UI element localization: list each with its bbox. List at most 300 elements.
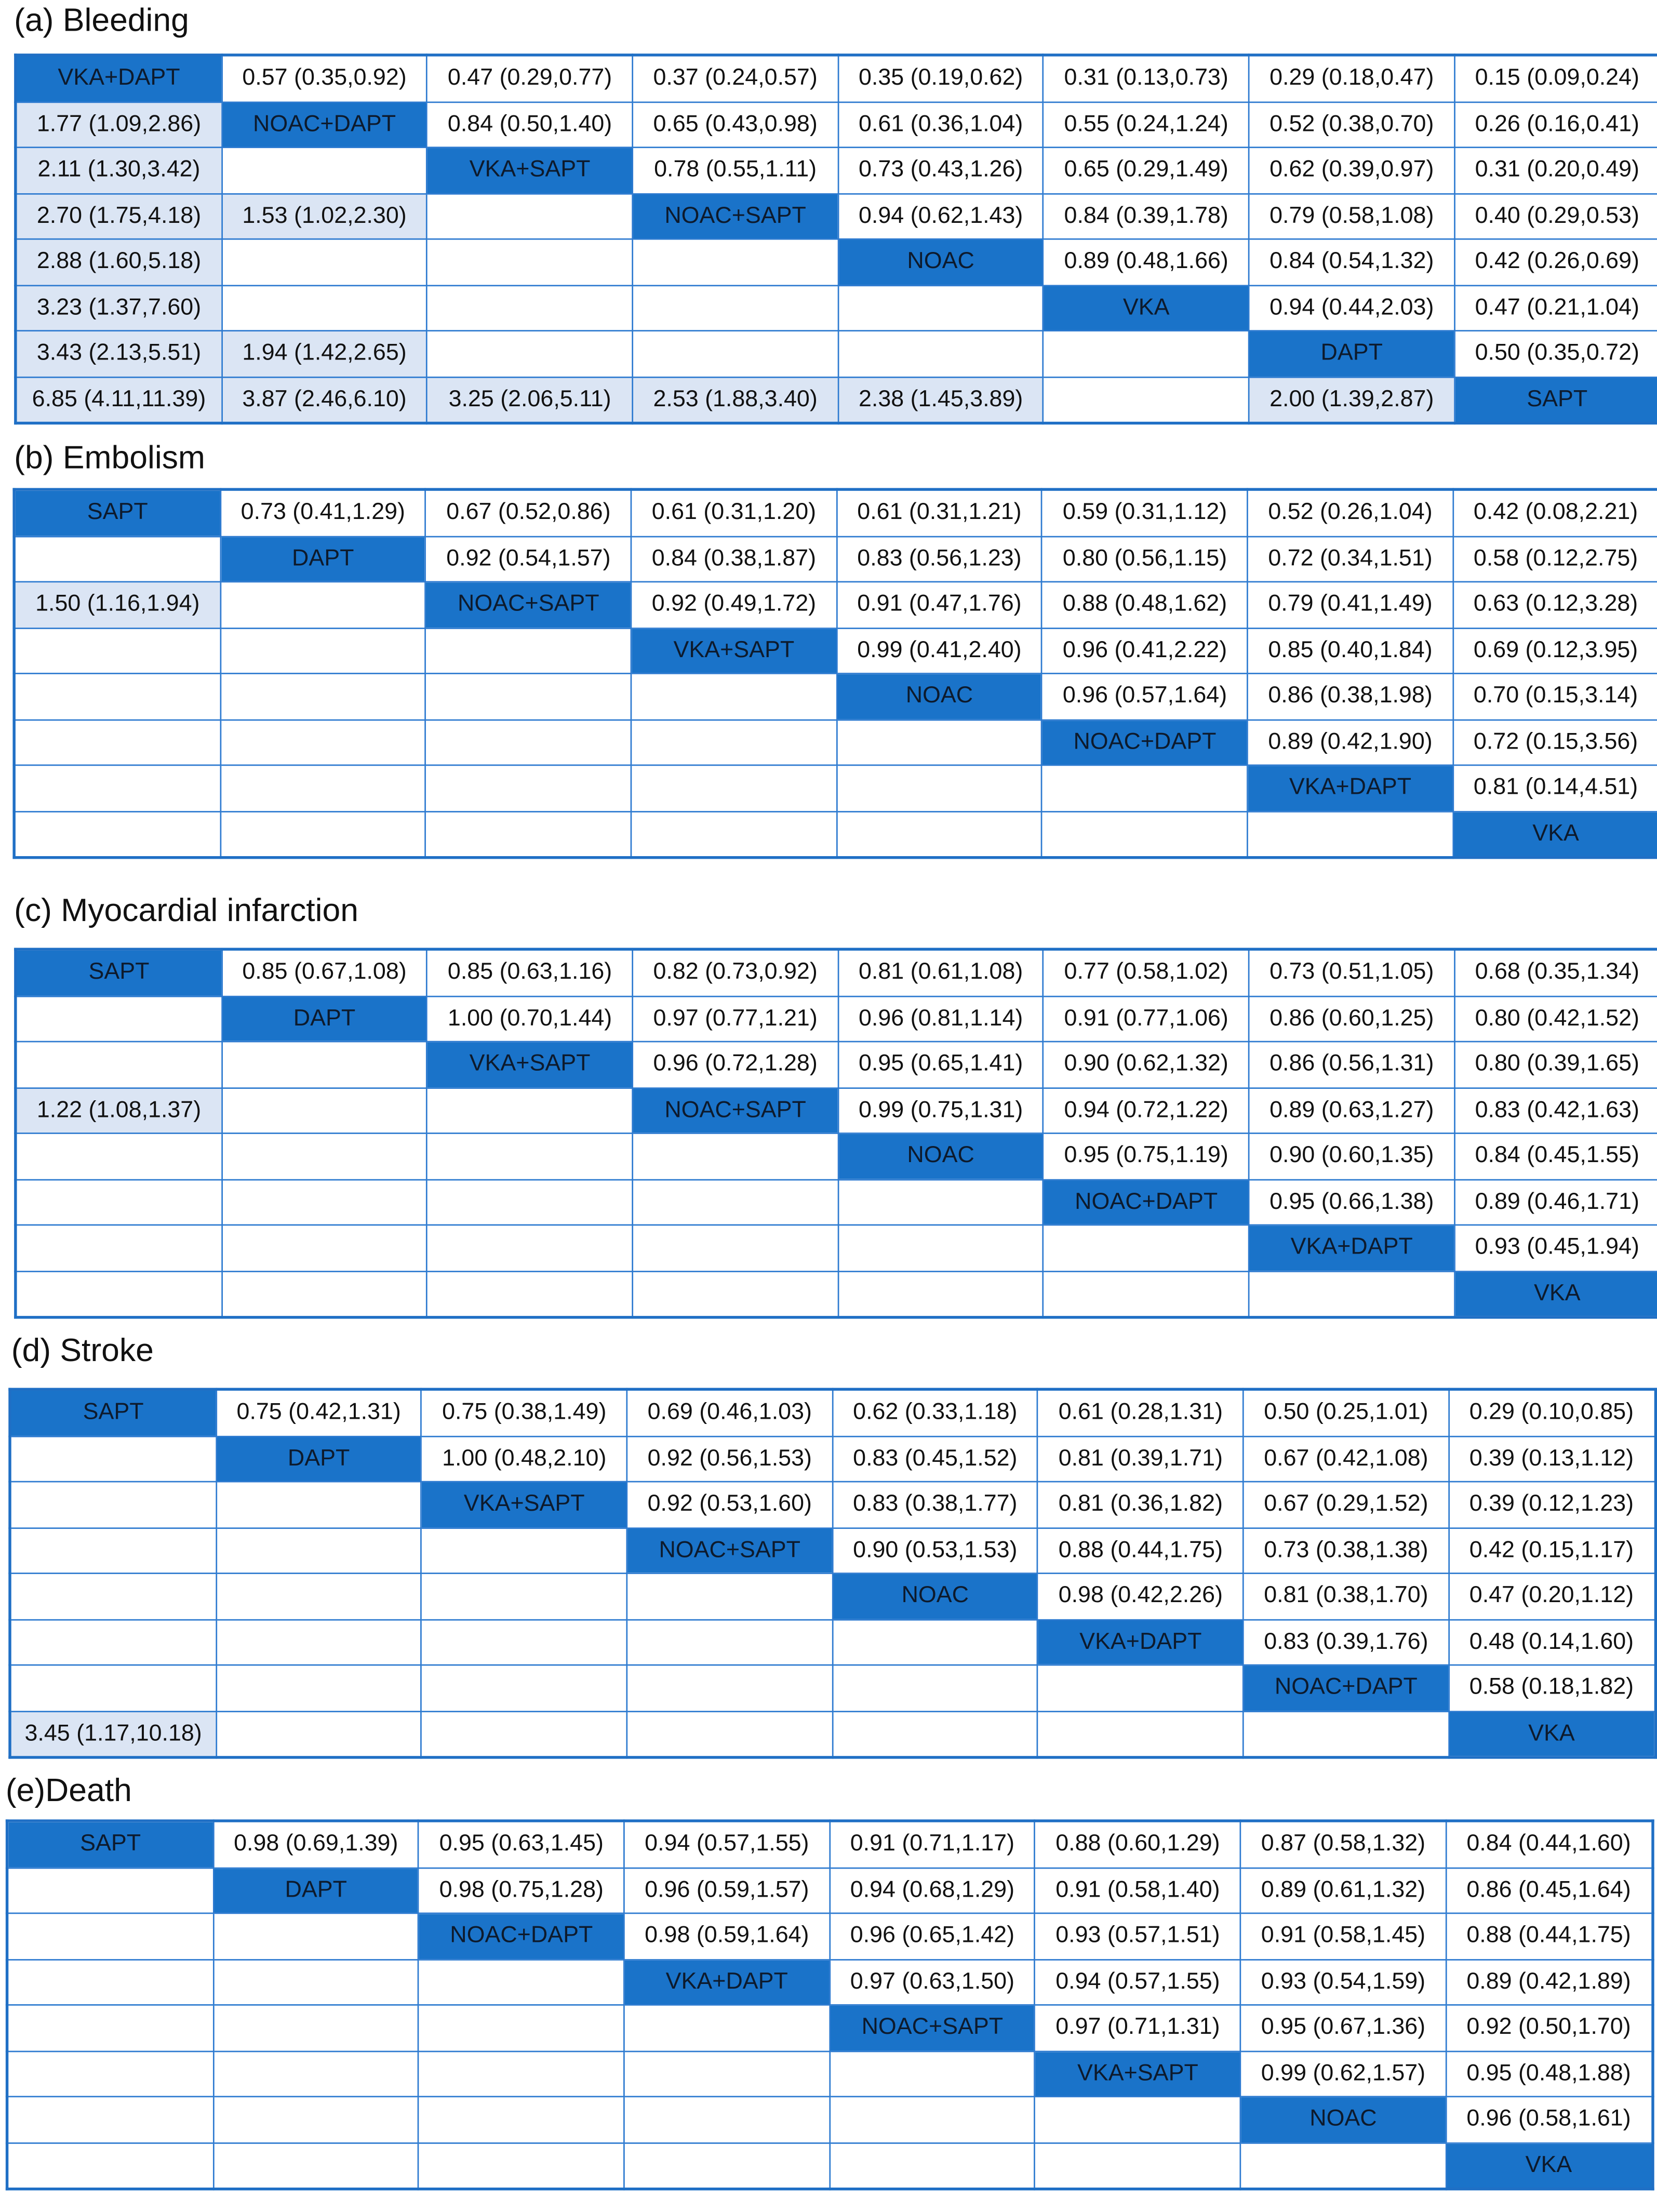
treatment-label: SAPT (16, 949, 222, 996)
effect-estimate-cell: 0.75 (0.38,1.49) (421, 1389, 627, 1436)
empty-cell (427, 1087, 633, 1133)
empty-cell (1042, 811, 1248, 858)
empty-cell (222, 1179, 427, 1225)
effect-estimate-cell: 0.85 (0.63,1.16) (427, 949, 633, 996)
empty-cell (10, 1436, 216, 1482)
effect-estimate-cell: 0.94 (0.72,1.22) (1044, 1087, 1249, 1133)
panel-title: (c) Myocardial infarction (14, 891, 358, 928)
effect-estimate-cell: 0.97 (0.63,1.50) (830, 1959, 1035, 2005)
empty-cell (16, 1042, 222, 1087)
effect-estimate-cell: 0.86 (0.60,1.25) (1249, 996, 1454, 1042)
empty-cell (222, 1271, 427, 1317)
table-row (7, 2142, 1652, 2189)
empty-cell (213, 2051, 419, 2097)
table-row (14, 536, 1657, 582)
effect-estimate-cell: 0.73 (0.38,1.38) (1244, 1527, 1449, 1573)
table-row (7, 2005, 1652, 2050)
effect-estimate-cell: 0.48 (0.14,1.60) (1449, 1619, 1655, 1665)
empty-cell (222, 1087, 427, 1133)
treatment-label: VKA+SAPT (631, 628, 837, 673)
empty-cell (633, 331, 838, 377)
empty-cell (222, 1134, 427, 1179)
effect-estimate-cell: 0.94 (0.57,1.55) (1035, 1959, 1241, 2005)
effect-estimate-cell: 0.42 (0.08,2.21) (1453, 489, 1657, 536)
effect-estimate-cell: 0.63 (0.12,3.28) (1453, 582, 1657, 628)
effect-estimate-cell: 0.81 (0.39,1.71) (1038, 1436, 1244, 1482)
treatment-label: SAPT (7, 1821, 213, 1868)
effect-estimate-cell: 0.92 (0.50,1.70) (1446, 2005, 1652, 2050)
effect-estimate-cell: 0.72 (0.34,1.51) (1248, 536, 1453, 582)
empty-cell (222, 148, 427, 193)
treatment-label: SAPT (14, 489, 220, 536)
effect-estimate-cell: 3.45 (1.17,10.18) (10, 1711, 216, 1757)
table-row (16, 1042, 1657, 1087)
empty-cell (1044, 1271, 1249, 1317)
effect-estimate-cell: 0.84 (0.50,1.40) (427, 101, 633, 147)
empty-cell (216, 1527, 422, 1573)
effect-estimate-cell: 0.82 (0.73,0.92) (633, 949, 838, 996)
effect-estimate-cell: 0.96 (0.41,2.22) (1042, 628, 1248, 673)
empty-cell (624, 2097, 830, 2142)
empty-cell (419, 2051, 624, 2097)
empty-cell (631, 673, 837, 719)
effect-estimate-cell: 0.99 (0.75,1.31) (838, 1087, 1044, 1133)
empty-cell (833, 1619, 1038, 1665)
treatment-label: NOAC+DAPT (222, 101, 427, 147)
empty-cell (1035, 2142, 1241, 2189)
empty-cell (419, 1959, 624, 2005)
effect-estimate-cell: 0.96 (0.59,1.57) (624, 1868, 830, 1913)
empty-cell (627, 1574, 833, 1619)
effect-estimate-cell: 0.15 (0.09,0.24) (1454, 55, 1657, 102)
treatment-label: NOAC (838, 239, 1044, 285)
empty-cell (427, 1134, 633, 1179)
empty-cell (7, 2142, 213, 2189)
treatment-label: VKA+DAPT (16, 55, 222, 102)
effect-estimate-cell: 0.39 (0.12,1.23) (1449, 1482, 1655, 1527)
empty-cell (220, 719, 426, 765)
effect-estimate-cell: 0.93 (0.57,1.51) (1035, 1913, 1241, 1959)
effect-estimate-cell: 0.58 (0.12,2.75) (1453, 536, 1657, 582)
effect-estimate-cell: 0.47 (0.21,1.04) (1454, 285, 1657, 330)
empty-cell (216, 1574, 422, 1619)
effect-estimate-cell: 0.90 (0.62,1.32) (1044, 1042, 1249, 1087)
treatment-label: VKA+SAPT (1035, 2051, 1241, 2097)
effect-estimate-cell: 3.43 (2.13,5.51) (16, 331, 222, 377)
effect-estimate-cell: 3.23 (1.37,7.60) (16, 285, 222, 330)
effect-estimate-cell: 0.98 (0.69,1.39) (213, 1821, 419, 1868)
effect-estimate-cell: 0.69 (0.12,3.95) (1453, 628, 1657, 673)
effect-estimate-cell: 0.29 (0.18,0.47) (1249, 55, 1454, 102)
empty-cell (7, 2097, 213, 2142)
treatment-label: DAPT (1249, 331, 1454, 377)
effect-estimate-cell: 0.80 (0.39,1.65) (1454, 1042, 1657, 1087)
effect-estimate-cell: 1.77 (1.09,2.86) (16, 101, 222, 147)
treatment-label: NOAC+DAPT (1044, 1179, 1249, 1225)
empty-cell (419, 2097, 624, 2142)
treatment-label: NOAC (837, 673, 1043, 719)
effect-estimate-cell: 0.69 (0.46,1.03) (627, 1389, 833, 1436)
empty-cell (838, 1271, 1044, 1317)
table-row (10, 1574, 1655, 1619)
empty-cell (627, 1711, 833, 1757)
effect-estimate-cell: 0.96 (0.81,1.14) (838, 996, 1044, 1042)
effect-estimate-cell: 0.98 (0.75,1.28) (419, 1868, 624, 1913)
effect-estimate-cell: 0.92 (0.56,1.53) (627, 1436, 833, 1482)
effect-estimate-cell: 0.47 (0.29,0.77) (427, 55, 633, 102)
effect-estimate-cell: 0.88 (0.44,1.75) (1446, 1913, 1652, 1959)
treatment-label: NOAC+SAPT (830, 2005, 1035, 2050)
table-row (16, 101, 1657, 147)
treatment-label: NOAC+DAPT (1244, 1665, 1449, 1711)
empty-cell (426, 628, 632, 673)
table-row (7, 1868, 1652, 1913)
empty-cell (220, 765, 426, 811)
treatment-label: DAPT (216, 1436, 422, 1482)
effect-estimate-cell: 0.95 (0.63,1.45) (419, 1821, 624, 1868)
empty-cell (16, 1271, 222, 1317)
effect-estimate-cell: 0.37 (0.24,0.57) (633, 55, 838, 102)
effect-estimate-cell: 0.97 (0.77,1.21) (633, 996, 838, 1042)
empty-cell (427, 331, 633, 377)
effect-estimate-cell: 0.91 (0.58,1.40) (1035, 1868, 1241, 1913)
empty-cell (837, 765, 1043, 811)
table-row (14, 582, 1657, 628)
empty-cell (213, 1959, 419, 2005)
empty-cell (7, 2005, 213, 2050)
empty-cell (213, 2005, 419, 2050)
empty-cell (631, 811, 837, 858)
treatment-label: NOAC (1240, 2097, 1446, 2142)
empty-cell (10, 1665, 216, 1711)
empty-cell (624, 2051, 830, 2097)
empty-cell (633, 1271, 838, 1317)
effect-estimate-cell: 0.50 (0.35,0.72) (1454, 331, 1657, 377)
table-row (16, 239, 1657, 285)
effect-estimate-cell: 3.25 (2.06,5.11) (427, 377, 633, 423)
empty-cell (16, 1179, 222, 1225)
effect-estimate-cell: 0.89 (0.46,1.71) (1454, 1179, 1657, 1225)
table-row (16, 193, 1657, 239)
league-table (14, 54, 1657, 424)
effect-estimate-cell: 0.94 (0.44,2.03) (1249, 285, 1454, 330)
empty-cell (1038, 1665, 1244, 1711)
effect-estimate-cell: 0.96 (0.58,1.61) (1446, 2097, 1652, 2142)
empty-cell (837, 811, 1043, 858)
table-row (16, 285, 1657, 330)
effect-estimate-cell: 0.84 (0.45,1.55) (1454, 1134, 1657, 1179)
effect-estimate-cell: 0.95 (0.67,1.36) (1240, 2005, 1446, 2050)
table-row (16, 1225, 1657, 1271)
table-row (7, 2097, 1652, 2142)
effect-estimate-cell: 1.22 (1.08,1.37) (16, 1087, 222, 1133)
effect-estimate-cell: 0.55 (0.24,1.24) (1044, 101, 1249, 147)
treatment-label: DAPT (213, 1868, 419, 1913)
treatment-label: VKA (1044, 285, 1249, 330)
empty-cell (427, 193, 633, 239)
effect-estimate-cell: 0.79 (0.58,1.08) (1249, 193, 1454, 239)
treatment-label: SAPT (1454, 377, 1657, 423)
effect-estimate-cell: 0.89 (0.61,1.32) (1240, 1868, 1446, 1913)
table-row (7, 2051, 1652, 2097)
table-row (14, 628, 1657, 673)
treatment-label: VKA+SAPT (427, 1042, 633, 1087)
effect-estimate-cell: 0.93 (0.45,1.94) (1454, 1225, 1657, 1271)
treatment-label: VKA (1454, 1271, 1657, 1317)
table-row (10, 1665, 1655, 1711)
empty-cell (7, 1913, 213, 1959)
empty-cell (1042, 765, 1248, 811)
effect-estimate-cell: 0.67 (0.42,1.08) (1244, 1436, 1449, 1482)
empty-cell (838, 285, 1044, 330)
effect-estimate-cell: 0.83 (0.39,1.76) (1244, 1619, 1449, 1665)
empty-cell (426, 673, 632, 719)
empty-cell (633, 285, 838, 330)
empty-cell (14, 811, 220, 858)
effect-estimate-cell: 0.83 (0.42,1.63) (1454, 1087, 1657, 1133)
effect-estimate-cell: 0.68 (0.35,1.34) (1454, 949, 1657, 996)
table-row (14, 719, 1657, 765)
table-row (10, 1436, 1655, 1482)
effect-estimate-cell: 0.62 (0.33,1.18) (833, 1389, 1038, 1436)
effect-estimate-cell: 0.95 (0.65,1.41) (838, 1042, 1044, 1087)
table-row (16, 1134, 1657, 1179)
effect-estimate-cell: 0.90 (0.60,1.35) (1249, 1134, 1454, 1179)
effect-estimate-cell: 0.88 (0.44,1.75) (1038, 1527, 1244, 1573)
effect-estimate-cell: 2.11 (1.30,3.42) (16, 148, 222, 193)
effect-estimate-cell: 0.86 (0.38,1.98) (1248, 673, 1453, 719)
empty-cell (421, 1619, 627, 1665)
effect-estimate-cell: 0.89 (0.42,1.89) (1446, 1959, 1652, 2005)
effect-estimate-cell: 0.90 (0.53,1.53) (833, 1527, 1038, 1573)
empty-cell (222, 1042, 427, 1087)
empty-cell (213, 1913, 419, 1959)
effect-estimate-cell: 0.92 (0.54,1.57) (426, 536, 632, 582)
effect-estimate-cell: 0.61 (0.36,1.04) (838, 101, 1044, 147)
effect-estimate-cell: 0.97 (0.71,1.31) (1035, 2005, 1241, 2050)
empty-cell (633, 1179, 838, 1225)
empty-cell (426, 765, 632, 811)
effect-estimate-cell: 0.84 (0.39,1.78) (1044, 193, 1249, 239)
effect-estimate-cell: 0.83 (0.45,1.52) (833, 1436, 1038, 1482)
table-row (16, 1271, 1657, 1317)
empty-cell (222, 1225, 427, 1271)
empty-cell (627, 1665, 833, 1711)
effect-estimate-cell: 0.94 (0.68,1.29) (830, 1868, 1035, 1913)
effect-estimate-cell: 0.59 (0.31,1.12) (1042, 489, 1248, 536)
league-table (6, 1819, 1653, 2190)
effect-estimate-cell: 0.98 (0.59,1.64) (624, 1913, 830, 1959)
effect-estimate-cell: 0.67 (0.29,1.52) (1244, 1482, 1449, 1527)
empty-cell (633, 1225, 838, 1271)
empty-cell (427, 1271, 633, 1317)
effect-estimate-cell: 0.72 (0.15,3.56) (1453, 719, 1657, 765)
empty-cell (421, 1711, 627, 1757)
empty-cell (427, 1179, 633, 1225)
effect-estimate-cell: 0.81 (0.14,4.51) (1453, 765, 1657, 811)
treatment-label: VKA (1453, 811, 1657, 858)
treatment-label: NOAC+DAPT (419, 1913, 624, 1959)
table-row (10, 1389, 1655, 1436)
treatment-label: VKA (1449, 1711, 1655, 1757)
effect-estimate-cell: 0.79 (0.41,1.49) (1248, 582, 1453, 628)
effect-estimate-cell: 0.78 (0.55,1.11) (633, 148, 838, 193)
effect-estimate-cell: 2.00 (1.39,2.87) (1249, 377, 1454, 423)
effect-estimate-cell: 0.29 (0.10,0.85) (1449, 1389, 1655, 1436)
table-row (16, 996, 1657, 1042)
effect-estimate-cell: 0.58 (0.18,1.82) (1449, 1665, 1655, 1711)
league-table (14, 948, 1657, 1318)
table-row (14, 673, 1657, 719)
empty-cell (421, 1574, 627, 1619)
effect-estimate-cell: 0.52 (0.38,0.70) (1249, 101, 1454, 147)
empty-cell (830, 2142, 1035, 2189)
empty-cell (10, 1574, 216, 1619)
empty-cell (220, 628, 426, 673)
effect-estimate-cell: 0.91 (0.71,1.17) (830, 1821, 1035, 1868)
empty-cell (16, 1134, 222, 1179)
effect-estimate-cell: 0.89 (0.48,1.66) (1044, 239, 1249, 285)
empty-cell (222, 239, 427, 285)
effect-estimate-cell: 0.83 (0.38,1.77) (833, 1482, 1038, 1527)
effect-estimate-cell: 0.50 (0.25,1.01) (1244, 1389, 1449, 1436)
table-row (14, 765, 1657, 811)
league-table (12, 488, 1657, 859)
empty-cell (7, 2051, 213, 2097)
table-row (16, 949, 1657, 996)
treatment-label: DAPT (220, 536, 426, 582)
effect-estimate-cell: 0.67 (0.52,0.86) (426, 489, 632, 536)
effect-estimate-cell: 0.88 (0.48,1.62) (1042, 582, 1248, 628)
effect-estimate-cell: 2.38 (1.45,3.89) (838, 377, 1044, 423)
effect-estimate-cell: 0.65 (0.43,0.98) (633, 101, 838, 147)
empty-cell (7, 1868, 213, 1913)
empty-cell (10, 1482, 216, 1527)
panel-title: (d) Stroke (11, 1331, 154, 1368)
panel-title: (b) Embolism (14, 438, 205, 475)
effect-estimate-cell: 0.52 (0.26,1.04) (1248, 489, 1453, 536)
panel-title: (a) Bleeding (14, 1, 189, 38)
table-row (16, 377, 1657, 423)
treatment-label: NOAC+SAPT (627, 1527, 833, 1573)
empty-cell (216, 1619, 422, 1665)
empty-cell (14, 765, 220, 811)
empty-cell (14, 673, 220, 719)
effect-estimate-cell: 0.99 (0.41,2.40) (837, 628, 1043, 673)
effect-estimate-cell: 0.95 (0.48,1.88) (1446, 2051, 1652, 2097)
effect-estimate-cell: 0.88 (0.60,1.29) (1035, 1821, 1241, 1868)
empty-cell (213, 2097, 419, 2142)
treatment-label: VKA+DAPT (1249, 1225, 1454, 1271)
empty-cell (1035, 2097, 1241, 2142)
empty-cell (220, 582, 426, 628)
table-row (14, 489, 1657, 536)
effect-estimate-cell: 0.31 (0.20,0.49) (1454, 148, 1657, 193)
effect-estimate-cell: 2.70 (1.75,4.18) (16, 193, 222, 239)
effect-estimate-cell: 1.00 (0.70,1.44) (427, 996, 633, 1042)
empty-cell (220, 811, 426, 858)
empty-cell (1044, 331, 1249, 377)
treatment-label: VKA+DAPT (1038, 1619, 1244, 1665)
empty-cell (427, 285, 633, 330)
effect-estimate-cell: 0.35 (0.19,0.62) (838, 55, 1044, 102)
empty-cell (1044, 377, 1249, 423)
effect-estimate-cell: 0.80 (0.42,1.52) (1454, 996, 1657, 1042)
effect-estimate-cell: 0.99 (0.62,1.57) (1240, 2051, 1446, 2097)
empty-cell (426, 719, 632, 765)
empty-cell (624, 2142, 830, 2189)
effect-estimate-cell: 0.87 (0.58,1.32) (1240, 1821, 1446, 1868)
effect-estimate-cell: 1.00 (0.48,2.10) (421, 1436, 627, 1482)
effect-estimate-cell: 0.86 (0.45,1.64) (1446, 1868, 1652, 1913)
empty-cell (830, 2051, 1035, 2097)
empty-cell (833, 1665, 1038, 1711)
effect-estimate-cell: 0.40 (0.29,0.53) (1454, 193, 1657, 239)
effect-estimate-cell: 0.96 (0.65,1.42) (830, 1913, 1035, 1959)
effect-estimate-cell: 0.95 (0.66,1.38) (1249, 1179, 1454, 1225)
effect-estimate-cell: 6.85 (4.11,11.39) (16, 377, 222, 423)
table-row (10, 1482, 1655, 1527)
effect-estimate-cell: 0.91 (0.58,1.45) (1240, 1913, 1446, 1959)
effect-estimate-cell: 0.73 (0.41,1.29) (220, 489, 426, 536)
effect-estimate-cell: 0.81 (0.38,1.70) (1244, 1574, 1449, 1619)
table-row (16, 1087, 1657, 1133)
empty-cell (1248, 811, 1453, 858)
treatment-label: NOAC (833, 1574, 1038, 1619)
effect-estimate-cell: 0.89 (0.42,1.90) (1248, 719, 1453, 765)
effect-estimate-cell: 0.84 (0.54,1.32) (1249, 239, 1454, 285)
empty-cell (838, 1179, 1044, 1225)
effect-estimate-cell: 0.70 (0.15,3.14) (1453, 673, 1657, 719)
table-row (16, 55, 1657, 102)
effect-estimate-cell: 0.26 (0.16,0.41) (1454, 101, 1657, 147)
empty-cell (838, 1225, 1044, 1271)
league-table (8, 1388, 1656, 1759)
empty-cell (1244, 1711, 1449, 1757)
effect-estimate-cell: 0.75 (0.42,1.31) (216, 1389, 422, 1436)
empty-cell (838, 331, 1044, 377)
effect-estimate-cell: 0.85 (0.67,1.08) (222, 949, 427, 996)
empty-cell (631, 765, 837, 811)
treatment-label: NOAC+DAPT (1042, 719, 1248, 765)
treatment-label: VKA+DAPT (624, 1959, 830, 2005)
empty-cell (631, 719, 837, 765)
empty-cell (213, 2142, 419, 2189)
empty-cell (216, 1665, 422, 1711)
empty-cell (14, 628, 220, 673)
empty-cell (216, 1711, 422, 1757)
effect-estimate-cell: 0.47 (0.20,1.12) (1449, 1574, 1655, 1619)
effect-estimate-cell: 0.91 (0.77,1.06) (1044, 996, 1249, 1042)
empty-cell (633, 1134, 838, 1179)
effect-estimate-cell: 0.92 (0.49,1.72) (631, 582, 837, 628)
effect-estimate-cell: 2.88 (1.60,5.18) (16, 239, 222, 285)
table-row (7, 1959, 1652, 2005)
effect-estimate-cell: 0.98 (0.42,2.26) (1038, 1574, 1244, 1619)
table-row (7, 1913, 1652, 1959)
empty-cell (216, 1482, 422, 1527)
table-row (14, 811, 1657, 858)
effect-estimate-cell: 0.94 (0.62,1.43) (838, 193, 1044, 239)
effect-estimate-cell: 0.31 (0.13,0.73) (1044, 55, 1249, 102)
effect-estimate-cell: 0.83 (0.56,1.23) (837, 536, 1043, 582)
effect-estimate-cell: 0.84 (0.44,1.60) (1446, 1821, 1652, 1868)
effect-estimate-cell: 0.39 (0.13,1.12) (1449, 1436, 1655, 1482)
effect-estimate-cell: 0.96 (0.72,1.28) (633, 1042, 838, 1087)
effect-estimate-cell: 0.86 (0.56,1.31) (1249, 1042, 1454, 1087)
empty-cell (419, 2005, 624, 2050)
empty-cell (624, 2005, 830, 2050)
